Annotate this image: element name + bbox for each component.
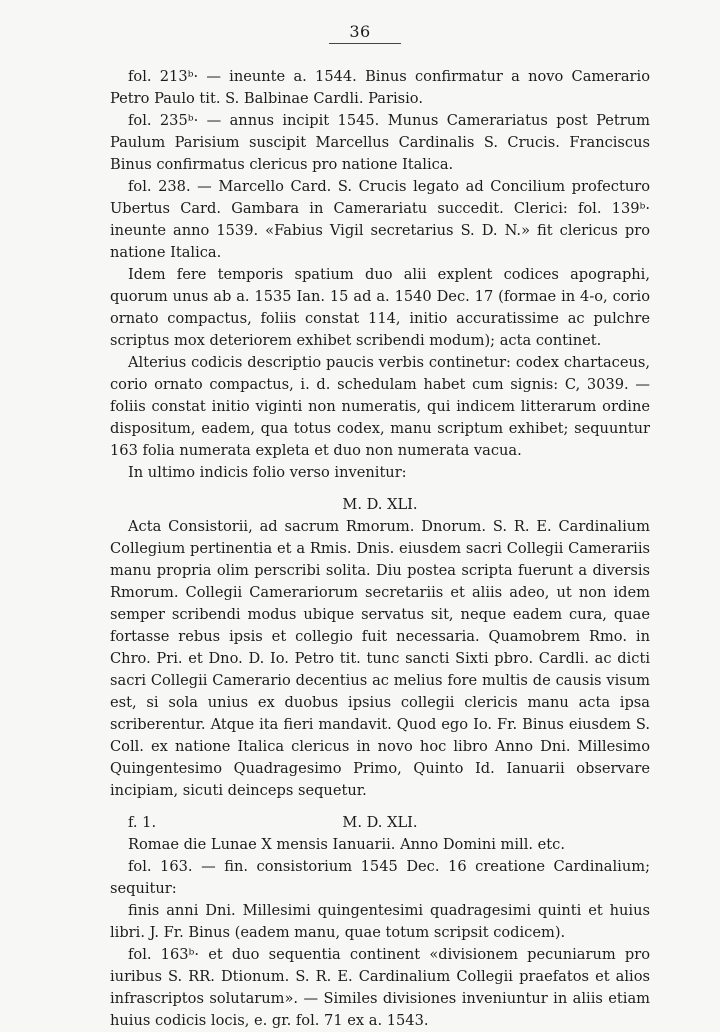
- body-text: [110, 66, 650, 1032]
- entry-heading: M. D. XLI.: [342, 814, 418, 831]
- paragraph-fol-213b: fol. 213ᵇ· — ineunte a. 1544. Binus confirmatur a novo Camerario Petro Paulo tit. S. Balbinae Cardli. Parisio.: [110, 68, 650, 107]
- paragraph-fol-238: fol. 238. — Marcello Card. S. Crucis legato ad Concilium profecturo Ubertus Card. Gambara in Camerariatu succedit. Clerici: fol. 139ᵇ· ineunte anno 1539. «Fabius Vigil secretarius S. D. N.» fit clericus pro natione Italica.: [110, 178, 650, 261]
- paragraph-finis-anni: finis anni Dni. Millesimi quingentesimi quadragesimi quinti et huius libri. J. Fr. Binus (eadem manu, quae totum scripsit codicem).: [110, 902, 650, 941]
- paragraph-fol-235b: fol. 235ᵇ· — annus incipit 1545. Munus Camerariatus post Petrum Paulum Parisium suscipit Marcellus Cardinalis S. Crucis. Franciscus Binus confirmatus clericus pro natione Italica.: [110, 112, 650, 173]
- paragraph-alterius-codicis: Alterius codicis descriptio paucis verbis continetur: codex chartaceus, corio ornato compactus, i. d. schedulam habet cum signis: C, 3039. — foliis constat initio viginti non numeratis, qui indicem litterarum ordine dispositum, eadem, qua totus codex, manu scriptum exhibet; sequuntur 163 folia numerata expleta et duo non numerata vacua.: [110, 354, 650, 459]
- folio-label: f. 1.: [128, 814, 157, 831]
- paragraph-romae-die: Romae die Lunae X mensis Ianuarii. Anno Domini mill. etc.: [128, 836, 565, 853]
- section-heading-mdxli: M. D. XLI.: [342, 496, 418, 513]
- folio-entry-row: [110, 812, 650, 834]
- paragraph-fol-163: fol. 163. — fin. consistorium 1545 Dec. 16 creatione Cardinalium; sequitur:: [110, 858, 650, 897]
- page-number-rule: [329, 43, 401, 44]
- paragraph-fol-163b: fol. 163ᵇ· et duo sequentia continent «divisionem pecuniarum pro iuribus S. RR. Dtionum. S. R. E. Cardinalium Collegii praefatos et alios infrascriptos solutarum». — Similes divisiones inveniuntur in aliis etiam huius codicis locis, e. gr. fol. 71 ex a. 1543.: [110, 946, 650, 1029]
- paragraph-idem-fere: Idem fere temporis spatium duo alii explent codices apographi, quorum unus ab a. 1535 Ian. 15 ad a. 1540 Dec. 17 (formae in 4-o, corio ornato compactus, foliis constat 114, initio accuratissime ac pulchre scriptus mox deteriorem exhibet scribendi modum); acta continet.: [110, 266, 650, 349]
- quoted-acta-consistorii: Acta Consistorii, ad sacrum Rmorum. Dnorum. S. R. E. Cardinalium Collegium pertinentia et a Rmis. Dnis. eiusdem sacri Collegii Camerariis manu propria olim perscribi solita. Diu postea scripta fuerunt a diversis Rmorum. Collegii Camerariorum secretariis et aliis adeo, ut non idem semper scribendi modus ubique servatus sit, neque eadem cura, quae fortasse rebus ipsis et collegio fuit necessaria. Quamobrem Rmo. in Chro. Pri. et Dno. D. Io. Petro tit. tunc sancti Sixti pbro. Cardli. ac dicti sacri Collegii Camerario decentius ac melius fore multis de causis visum est, si sola unius ex duobus ipsius collegii clericis manu acta ipsa scriberentur. Atque ita fieri mandavit. Quod ego Io. Fr. Binus eiusdem S. Coll. ex natione Italica clericus in novo hoc libro Anno Dni. Millesimo Quingentesimo Quadragesimo Primo, Quinto Id. Ianuarii observare incipiam, sicuti deinceps sequetur.: [110, 518, 650, 799]
- page-number: 36: [349, 22, 371, 41]
- paragraph-in-ultimo: In ultimo indicis folio verso invenitur:: [128, 464, 407, 481]
